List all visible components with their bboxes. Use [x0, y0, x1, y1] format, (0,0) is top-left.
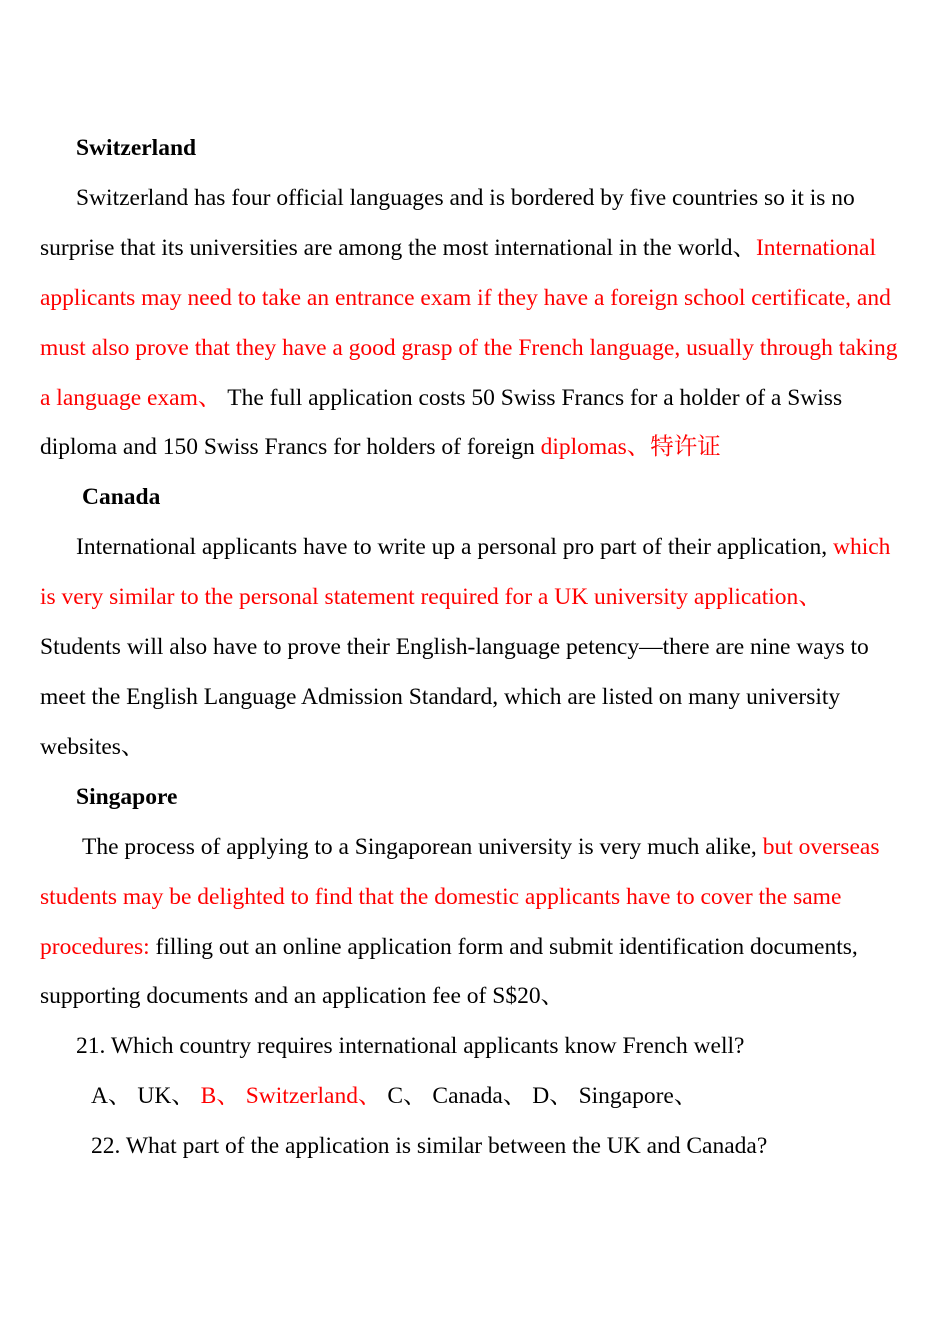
option-a: A、 UK、 [91, 1083, 195, 1110]
switzerland-highlight-2: diplomas、特许证 [540, 434, 721, 461]
paragraph-singapore [40, 823, 900, 1023]
heading-switzerland: Switzerland [76, 135, 197, 161]
canada-text-2: Students will also have to prove their English-language petency—there are nine ways to meet the English Language Admission Standard, which are listed on many university websites、 [40, 634, 869, 760]
document-page [40, 124, 900, 1172]
canada-text-1: International applicants have to write up a personal pro part of their application, [76, 534, 833, 561]
option-c: C、 Canada、 [387, 1083, 527, 1110]
option-b: B、 Switzerland、 [200, 1083, 382, 1110]
heading-canada: Canada [82, 484, 161, 511]
question-21-options [40, 1072, 900, 1122]
question-21: 21. Which country requires international applicants know French well? [76, 1033, 745, 1060]
singapore-text-2: filling out an online application form and submit identification documents, supporting documents and an application fee of S$20、 [40, 933, 858, 1010]
heading-singapore: Singapore [76, 783, 178, 810]
paragraph-canada [40, 523, 900, 773]
question-22: 22. What part of the application is similar between the UK and Canada? [91, 1133, 768, 1160]
switzerland-highlight-1: International applicants may need to take an entrance exam if they have a foreign school certificate, and must also prove that they have a good grasp of the French language, usually through taking a language exam、 [40, 234, 898, 411]
option-d: D、 Singapore、 [532, 1083, 698, 1110]
singapore-text-1: The process of applying to a Singaporean university is very much alike, [82, 833, 763, 860]
switzerland-text-1: Switzerland has four official languages and is bordered by five countries so it is no surprise that its universities are among the most international in the world、 [40, 184, 855, 261]
switzerland-text-2: The full application costs 50 Swiss Francs for a holder of a Swiss diploma and 150 Swiss Francs for holders of foreign [40, 384, 843, 461]
singapore-highlight-1: but overseas students may be delighted to find that the domestic applicants have to cover the same procedures: [40, 833, 880, 960]
canada-highlight-1: which is very similar to the personal statement required for a UK university application、 [40, 534, 891, 611]
paragraph-switzerland [40, 174, 900, 473]
